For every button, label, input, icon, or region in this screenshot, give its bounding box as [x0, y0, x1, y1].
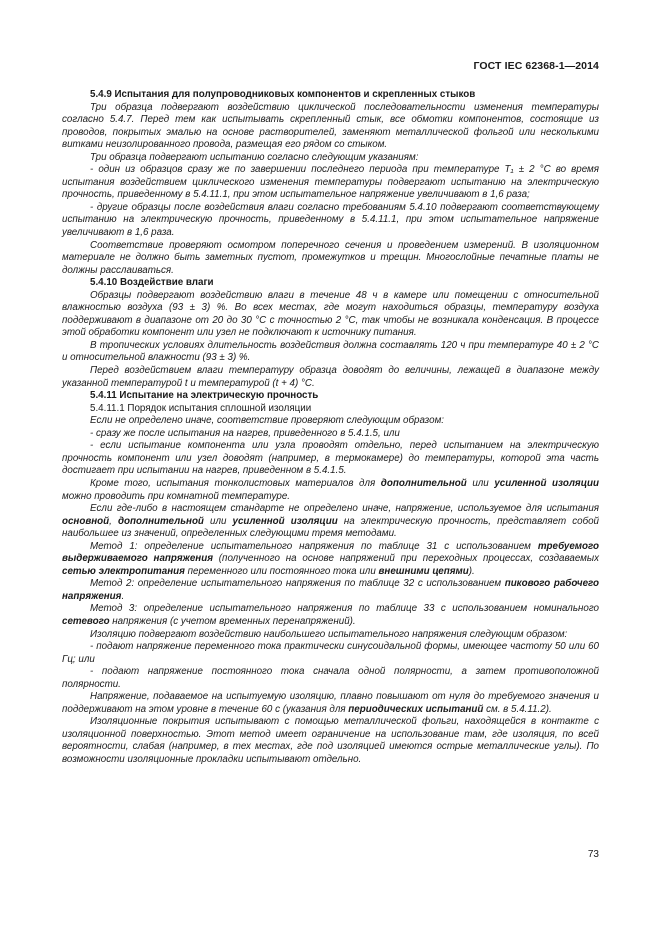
standard-header: ГОСТ IEC 62368-1—2014 — [473, 60, 599, 72]
paragraph — [62, 716, 599, 766]
paragraph — [62, 202, 599, 240]
paragraph — [62, 666, 599, 691]
defined-term: периодических испытаний — [348, 703, 484, 715]
text-run: Три образца подвергают испытанию согласно следующим указаниям: — [90, 151, 419, 163]
defined-term: сетевого — [62, 615, 110, 627]
text-run: или — [203, 515, 233, 527]
defined-term: сетью электропитания — [62, 565, 185, 577]
paragraph — [62, 152, 599, 165]
paragraph — [62, 629, 599, 642]
text-run: Соответствие проверяют осмотром поперечного сечения и проведением измерений. В изоляционном материале не должно быть заметных пустот, промежутков и трещин. Многослойные печатные платы не должны расслаиваться. — [62, 239, 599, 276]
text-run: Изоляцию подвергают воздействию наибольшего испытательного напряжения следующим образом: — [90, 628, 568, 640]
text-run: см. в 5.4.11.2). — [483, 703, 552, 715]
text-run: Метод 2: определение испытательного напряжения по таблице 32 с использованием — [90, 578, 505, 590]
text-run: - сразу же после испытания на нагрев, приведенного в 5.4.1.5, или — [90, 427, 400, 439]
section-heading — [62, 277, 599, 290]
text-run: Если где-либо в настоящем стандарте не определено иначе, напряжение, используемое для испытания — [90, 503, 599, 515]
paragraph — [62, 164, 599, 202]
text-run: на электрическую прочность, представляет собой наибольшее из значений, определенных следующими тремя методами. — [62, 515, 599, 540]
defined-term: основной — [62, 515, 110, 527]
paragraph — [62, 691, 599, 716]
text-run: можно проводить при комнатной температуре. — [62, 490, 291, 502]
text-run: 5.4.10 Воздействие влаги — [90, 277, 214, 289]
text-run: Метод 3: определение испытательного напряжения по таблице 33 с использованием номинального — [90, 603, 599, 615]
paragraph — [62, 641, 599, 666]
text-run: - один из образцов сразу же по завершении последнего периода при температуре T₁ ± 2 °С во время испытания воздействием циклического изменения температуры подвергают испытанию на электрическую прочность, приведенному в 5.4.11.1, при этом испытательное напряжение увеличивают в 1,6 раза; — [62, 164, 599, 201]
paragraph — [62, 541, 599, 579]
page-number: 73 — [587, 849, 599, 860]
paragraph — [62, 340, 599, 365]
section-heading — [62, 390, 599, 403]
paragraph — [62, 290, 599, 340]
paragraph — [62, 365, 599, 390]
text-run: 5.4.11.1 Порядок испытания сплошной изоляции — [90, 402, 312, 414]
defined-term: пикового рабочего напряжения — [62, 578, 599, 602]
text-run: - если испытание компонента или узла проводят отдельно, перед испытанием на электрическую прочность компонент или узел доводят (например, в термокамере) до температуры, которой эта часть достигает при испытании на нагрев, приведенном в 5.4.1.5. — [62, 440, 599, 477]
section-heading — [62, 89, 599, 102]
paragraph — [62, 240, 599, 278]
text-run: Перед воздействием влаги температуру образца доводят до величины, лежащей в диапазоне между указанной температурой t и температурой (t + 4) °С. — [62, 365, 599, 389]
text-run: . — [121, 590, 125, 602]
defined-term: требуемого выдерживаемого напряжения — [62, 540, 599, 565]
defined-term: внешними цепями — [378, 565, 469, 577]
text-run: 5.4.9 Испытания для полупроводниковых компонентов и скрепленных стыков — [90, 89, 476, 100]
paragraph — [62, 578, 599, 603]
text-run: Кроме того, испытания тонколистовых материалов для — [90, 477, 381, 489]
defined-term: дополнительной — [117, 515, 204, 527]
page-body — [62, 89, 599, 767]
text-run: - подают напряжение постоянного тока сначала одной полярности, а затем противоположной полярности. — [62, 666, 599, 690]
paragraph — [62, 403, 599, 416]
text-run: Если не определено иначе, соответствие проверяют следующим образом: — [90, 415, 445, 427]
defined-term: усиленной изоляции — [494, 477, 599, 489]
text-run: В тропических условиях длительность воздействия должна составлять 120 ч при температуре 40 ± 2 °С и относительной влажности (93 ± 3) %. — [62, 339, 599, 364]
text-run: Метод 1: определение испытательного напряжения по таблице 31 с использованием — [90, 540, 538, 552]
paragraph — [62, 102, 599, 152]
paragraph — [62, 603, 599, 628]
text-run: Изоляционные покрытия испытывают с помощью металлической фольги, находящейся в контакте с изоляционной поверхностью. Этот метод имеет ограничение на использование там, где изоляция, по всей вероятности, слабая (например, в тех местах, где под изоляцией имеются острые металлические углы). По возможности изоляционные прокладки испытывают отдельно. — [62, 716, 599, 765]
paragraph — [62, 428, 599, 441]
text-run: напряжения (с учетом временных перенапряжений). — [109, 615, 356, 627]
text-run: , — [109, 515, 118, 527]
text-run: (полученного на основе напряжений при переходных процессах, создаваемых — [212, 553, 599, 565]
paragraph — [62, 440, 599, 478]
text-run: Напряжение, подаваемое на испытуемую изоляцию, плавно повышают от нуля до требуемого значения и поддерживают на этом уровне в течение 60 с (указания для — [62, 691, 599, 715]
defined-term: усиленной изоляции — [232, 515, 338, 527]
paragraph — [62, 415, 599, 428]
text-run: ). — [468, 565, 475, 577]
text-run: 5.4.11 Испытание на электрическую прочность — [90, 390, 319, 402]
text-run: Три образца подвергают воздействию циклической последовательности изменения температуры согласно 5.4.7. Перед тем как испытывать скрепленный стык, все обмотки компонентов, состоящие из проводов, покрытых эмалью на основе растворителей, заменяют металлической фольгой или несколькими витками неизолированного провода, размещая его рядом со стыком. — [62, 101, 599, 151]
text-run: переменного или постоянного тока или — [184, 565, 379, 577]
text-run: - другие образцы после воздействия влаги согласно требованиям 5.4.10 подвергают соответствующему испытанию на электрическую прочность, приведенному в 5.4.11.1, при этом испытательное напряжение увеличивают в 1,6 раза. — [62, 201, 599, 239]
defined-term: дополнительной — [380, 477, 467, 489]
text-run: или — [466, 477, 495, 489]
text-run: Образцы подвергают воздействию влаги в течение 48 ч в камере или помещении с относительной влажностью воздуха (93 ± 3) %. Во всех местах, где могут находиться образцы, температуру воздуха поддерживают в диапазоне от 20 до 30 °С с точностью 2 °С, так чтобы не возникала конденсация. В процессе этой обработки компонент или узел не подключают к источнику питания. — [62, 289, 599, 339]
paragraph — [62, 503, 599, 541]
paragraph — [62, 478, 599, 503]
text-run: - подают напряжение переменного тока практически синусоидальной формы, имеющее частоту 50 или 60 Гц; или — [62, 641, 599, 665]
